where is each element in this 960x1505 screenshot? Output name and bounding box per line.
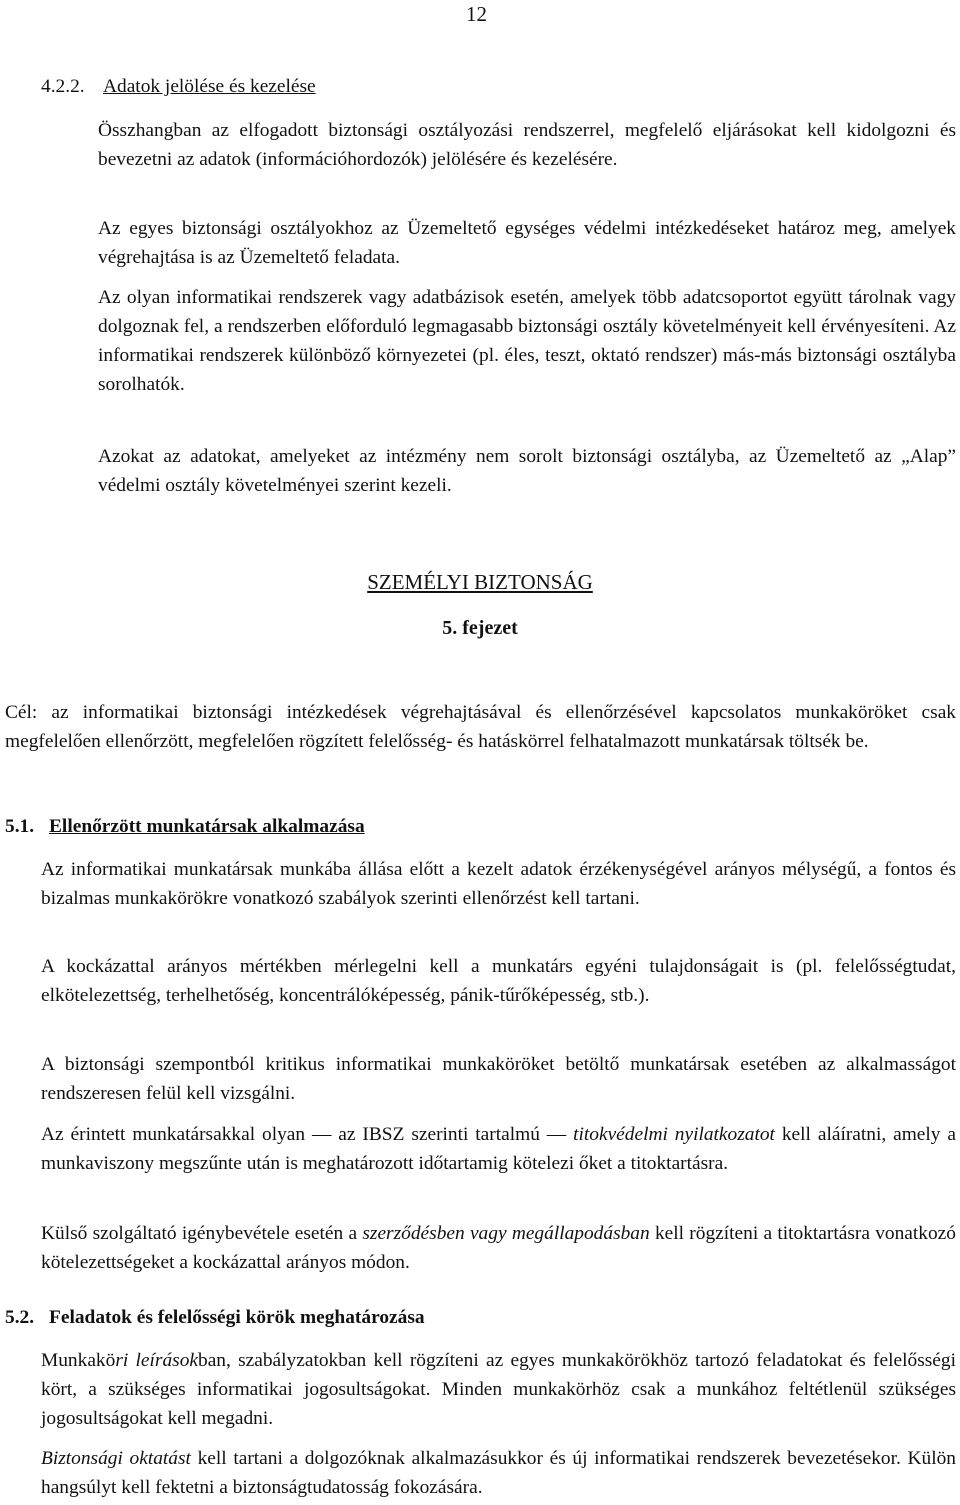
paragraph — [41, 1120, 956, 1178]
italic-text: titokvédelmi nyilatkozatot — [573, 1124, 775, 1145]
page-number: 12 — [466, 2, 487, 26]
text-span: Az érintett munkatársakkal olyan — az IBSZ szerinti tartalmú — — [41, 1124, 574, 1145]
text-span: kell rögzíteni a titoktartásra vonatkozó kötelezettségeket a kockázattal arányos módon. — [41, 1223, 956, 1273]
paragraph: A biztonsági szempontból kritikus informatikai munkaköröket betöltő munkatársak esetében az alkalmasságot rendszeresen felül kell vizsgálni. — [41, 1054, 956, 1104]
paragraph — [41, 1219, 956, 1277]
text-span: Munkakö — [41, 1350, 116, 1371]
section-number: 4.2.2. — [41, 76, 85, 97]
section-51-heading — [5, 812, 365, 841]
paragraph: Az olyan informatikai rendszerek vagy adatbázisok esetén, amelyek több adatcsoportot együtt tárolnak vagy dolgoznak fel, a rendszerben előforduló legmagasabb biztonsági osztály követelményeit kell érvényesíteni. Az informatikai rendszerek különböző környezetei (pl. éles, teszt, oktató rendszer) más-más biztonsági osztályba sorolhatók. — [98, 287, 956, 395]
italic-text: szerződésben vagy megállapodásban — [362, 1223, 650, 1244]
section-title: Ellenőrzött munkatársak alkalmazása — [49, 816, 365, 837]
section-number: 5.1. — [5, 816, 35, 837]
section-title: Adatok jelölése és kezelése — [103, 76, 316, 97]
italic-text: Biztonsági oktatást — [41, 1448, 191, 1469]
section-number: 5.2. — [5, 1307, 35, 1328]
chapter-title: SZEMÉLYI BIZTONSÁG — [367, 570, 593, 594]
paragraph: Összhangban az elfogadott biztonsági osztályozási rendszerrel, megfelelő eljárásokat kell kidolgozni és bevezetni az adatok (információhordozók) jelölésére és kezelésére. — [98, 120, 956, 170]
text-span: kell aláíratni, amely a munkaviszony megszűnte után is meghatározott időtartamig kötelezi őket a titoktartásra. — [41, 1124, 956, 1174]
paragraph: Az egyes biztonsági osztályokhoz az Üzemeltető egységes védelmi intézkedéseket határoz meg, amelyek végrehajtása is az Üzemeltető feladata. — [98, 218, 956, 268]
chapter-number: 5. fejezet — [442, 617, 518, 639]
paragraph: Azokat az adatokat, amelyeket az intézmény nem sorolt biztonsági osztályba, az Üzemeltető az „Alap” védelmi osztály követelményei szerint kezeli. — [98, 446, 956, 496]
paragraph: A kockázattal arányos mértékben mérlegelni kell a munkatárs egyéni tulajdonságait is (pl. felelősségtudat, elkötelezettség, terhelhetőség, koncentrálóképesség, pánik-tűrőképesség, stb.). — [41, 956, 956, 1006]
section-52-heading — [5, 1303, 425, 1332]
paragraph: Az informatikai munkatársak munkába állása előtt a kezelt adatok érzékenységével arányos mélységű, a fontos és bizalmas munkakörökre vonatkozó szabályok szerinti ellenőrzést kell tartani. — [41, 859, 956, 909]
text-span: kell tartani a dolgozóknak alkalmazásukkor és új informatikai rendszerek bevezetésekor. Külön hangsúlyt kell fektetni a biztonságtudatosság fokozására. — [41, 1448, 956, 1498]
section-title: Feladatok és felelősségi körök meghatározása — [49, 1307, 425, 1328]
section-424-heading — [41, 72, 316, 101]
text-span: ban, szabályzatokban kell rögzíteni az egyes munkakörökhöz tartozó feladatokat és felelősségi kört, a szükséges informatikai jogosultságokat. Minden munkakörhöz csak a munkához feltétlenül szükséges jogosultságokat kell megadni. — [41, 1350, 956, 1429]
paragraph — [41, 1346, 956, 1433]
text-span: Külső szolgáltató igénybevétele esetén a — [41, 1223, 363, 1244]
paragraph — [41, 1444, 956, 1502]
italic-text: ri leírások — [115, 1350, 198, 1371]
chapter-goal: Cél: az informatikai biztonsági intézkedések végrehajtásával és ellenőrzésével kapcsolatos munkaköröket csak megfelelően ellenőrzött, megfelelően rögzített felelősség- és hatáskörrel felhatalmazott munkatársak töltsék be. — [5, 702, 956, 752]
